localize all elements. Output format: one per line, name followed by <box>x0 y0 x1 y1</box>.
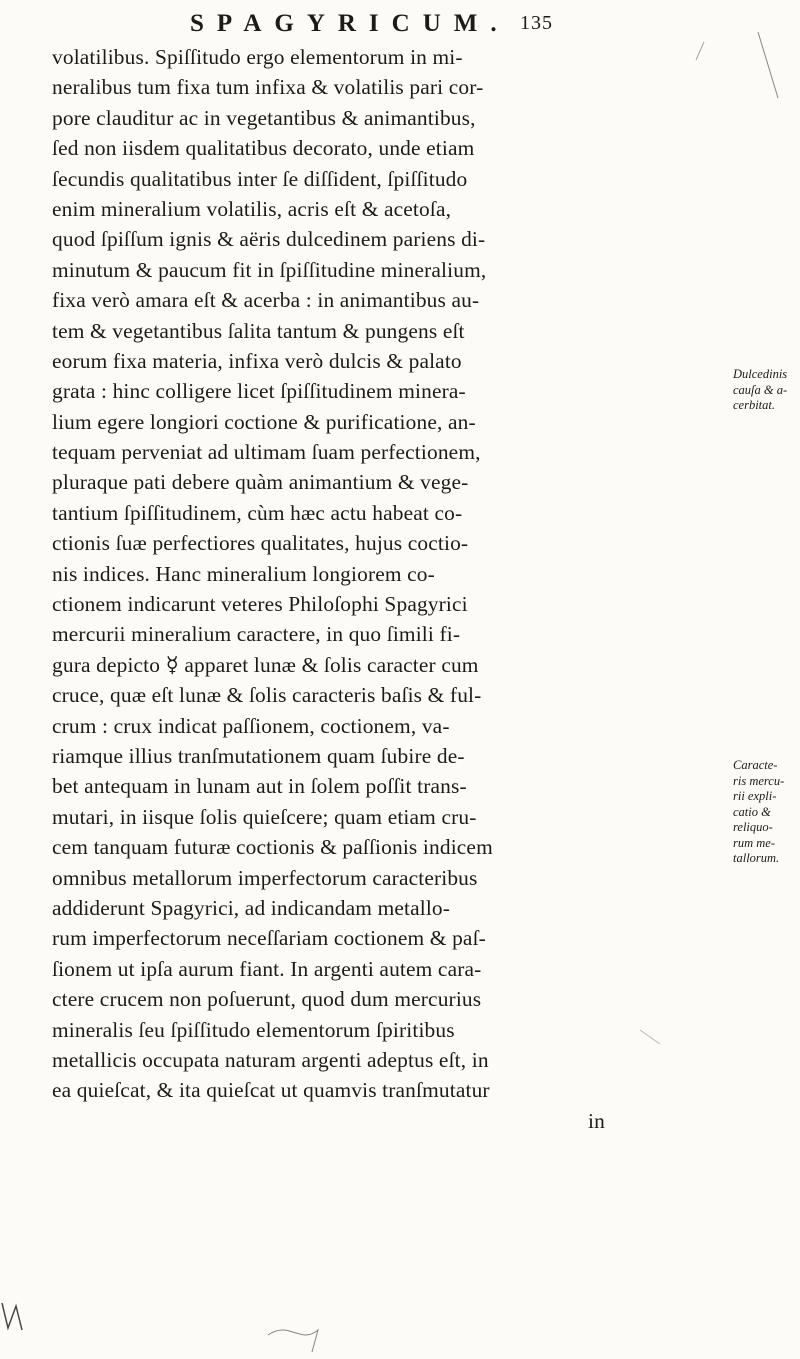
text-line: tequam perveniat ad ultimam ſuam perfectionem, <box>52 440 481 465</box>
scratch-mark <box>268 1330 318 1352</box>
margin-note-dulcedinis <box>733 367 799 414</box>
text-line: ſed non iisdem qualitatibus decorato, unde etiam <box>52 136 475 161</box>
text-line: pore clauditur ac in vegetantibus & animantibus, <box>52 105 476 130</box>
text-line: mercurii mineralium caractere, in quo ſimili fi- <box>52 622 461 647</box>
margin-note-line: cerbitat. <box>733 398 776 412</box>
scratch-mark <box>2 1303 22 1330</box>
text-line: mutari, in iisque ſolis quieſcere; quam etiam cru- <box>52 804 477 829</box>
text-line: gura depicto ☿ apparet lunæ & ſolis caracter cum <box>52 652 479 677</box>
margin-note-line: tallorum. <box>733 851 780 865</box>
text-line: riamque illius tranſmutationem quam ſubire de- <box>52 743 465 768</box>
text-line: ctionis ſuæ perfectiores qualitates, hujus coctio- <box>52 531 469 556</box>
text-line: ea quieſcat, & ita quieſcat ut quamvis tranſmutatur <box>52 1078 490 1103</box>
margin-note-line: rii expli- <box>733 789 777 803</box>
scratch-mark <box>758 32 778 98</box>
text-line: ſionem ut ipſa aurum fiant. In argenti autem cara- <box>52 956 482 981</box>
text-line: ctere crucem non poſuerunt, quod dum mercurius <box>52 987 482 1012</box>
text-line: cruce, quæ eſt lunæ & ſolis caracteris baſis & ful- <box>52 683 482 708</box>
margin-note-line: Caracte- <box>733 758 778 772</box>
text-line: pluraque pati debere quàm animantium & vege- <box>52 470 469 495</box>
margin-note-line: catio & <box>733 804 771 819</box>
margin-note-line: reliquo- <box>733 820 773 834</box>
text-line: minutum & paucum fit in ſpiſſitudine mineralium, <box>52 257 487 282</box>
text-line: nis indices. Hanc mineralium longiorem co- <box>52 561 435 586</box>
text-line: tantium ſpiſſitudinem, cùm hæc actu habeat co- <box>52 500 463 525</box>
text-line: bet antequam in lunam aut in ſolem poſſit trans- <box>52 774 467 799</box>
text-line: omnibus metallorum imperfectorum caracteribus <box>52 865 478 890</box>
text-line: cem tanquam futuræ coctionis & paſſionis indicem <box>52 835 493 860</box>
running-head: SPAGYRICUM. <box>190 10 510 37</box>
text-line: ctionem indicarunt veteres Philoſophi Spagyrici <box>52 592 468 617</box>
text-line: volatilibus. Spiſſitudo ergo elementorum in mi- <box>52 45 463 69</box>
text-line: neralibus tum fixa tum infixa & volatilis pari cor- <box>52 75 484 100</box>
margin-note-line: rum me- <box>733 835 776 850</box>
text-line: fixa verò amara eſt & acerba : in animantibus au- <box>52 288 480 313</box>
page-number: 135 <box>520 12 553 34</box>
text-line: crum : crux indicat paſſionem, coctionem, va- <box>52 713 450 738</box>
text-line: addiderunt Spagyrici, ad indicandam metallo- <box>52 895 451 920</box>
text-line: ſecundis qualitatibus inter ſe diſſident, ſpiſſitudo <box>52 166 468 191</box>
text-line: quod ſpiſſum ignis & aëris dulcedinem pariens di- <box>52 227 486 252</box>
catchword: in <box>588 1108 605 1133</box>
text-line: grata : hinc colligere licet ſpiſſitudinem minera- <box>52 379 466 404</box>
text-line: rum imperfectorum neceſſariam coctionem & paſ- <box>52 926 486 951</box>
page-header <box>190 10 750 40</box>
text-line: enim mineralium volatilis, acris eſt & acetoſa, <box>52 196 452 221</box>
body-text <box>52 42 722 1136</box>
margin-note-line: cauſa & a- <box>733 382 788 397</box>
text-line: eorum fixa materia, infixa verò dulcis & palato <box>52 348 462 373</box>
margin-note-caracteris <box>733 758 799 867</box>
margin-note-line: Dulcedinis <box>733 367 788 381</box>
text-line: metallicis occupata naturam argenti adeptus eſt, in <box>52 1047 489 1072</box>
margin-note-line: ris mercu- <box>733 773 785 788</box>
text-line: mineralis ſeu ſpiſſitudo elementorum ſpiritibus <box>52 1017 455 1042</box>
text-line: tem & vegetantibus ſalita tantum & pungens eſt <box>52 318 465 343</box>
text-line: lium egere longiori coctione & purificatione, an- <box>52 409 476 434</box>
